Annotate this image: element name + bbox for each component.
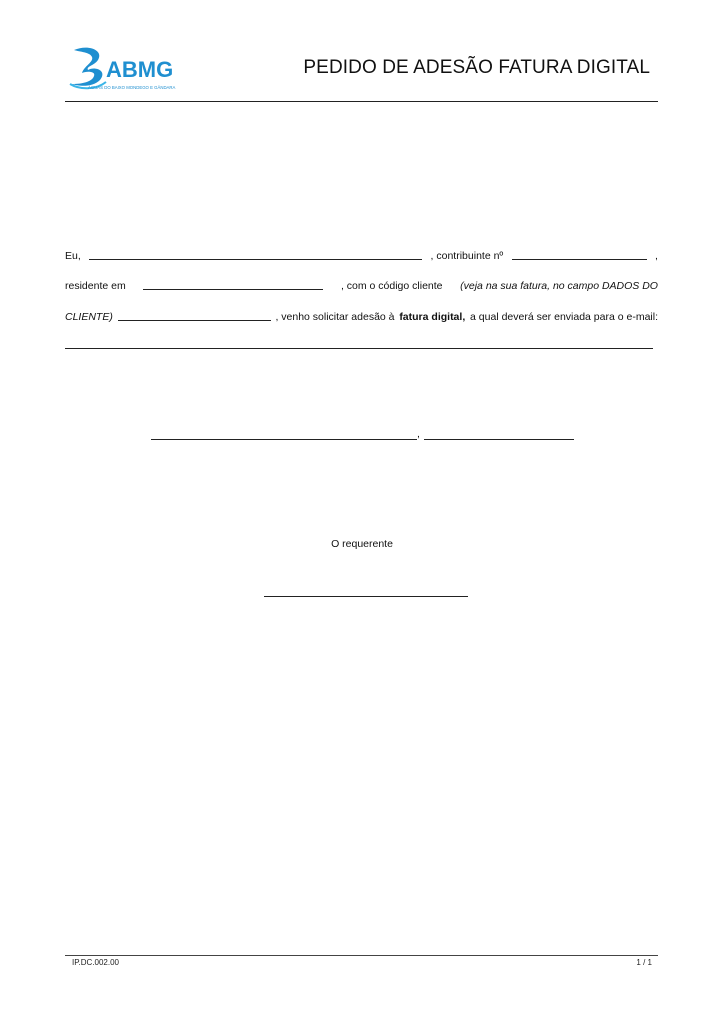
signature-field[interactable] [264,596,468,597]
form-line-2 [65,279,658,293]
abmg-logo [68,44,208,92]
form-line-3 [65,310,658,324]
form-line-3-bold: fatura digital, [399,311,466,323]
place-field[interactable] [151,439,417,440]
email-field[interactable] [65,348,653,349]
form-line-1-lead: Eu, [65,250,81,262]
form-line-3-hint: CLIENTE) [65,311,113,323]
logo-wave-mark [72,48,102,86]
form-line-1-mid: , contribuinte nº [430,250,504,262]
footer-divider [65,955,658,956]
form-line-1-tail: , [655,250,658,262]
page-number: 1 / 1 [636,958,652,967]
form-line-3-tail: a qual deverá ser enviada para o e-mail: [470,311,658,323]
form-line-2-mid: , com o código cliente [340,280,443,292]
logo-text: ABMG [106,57,174,82]
name-field[interactable] [89,249,422,260]
form-line-1 [65,249,658,263]
address-field[interactable] [143,279,323,290]
form-line-2-hint: (veja na sua fatura, no campo DADOS DO [460,280,658,292]
requester-label: O requerente [331,538,393,550]
date-field[interactable] [424,439,574,440]
document-code: IP.DC.002.00 [72,958,119,967]
client-code-field[interactable] [118,310,271,321]
form-line-2-lead: residente em [65,280,126,292]
taxpayer-number-field[interactable] [512,249,647,260]
document-title: PEDIDO DE ADESÃO FATURA DIGITAL [303,57,650,78]
logo-subtitle: ÁGUAS DO BAIXO MONDEGO E GÂNDARA [88,85,176,90]
place-date-comma: , [417,428,420,440]
form-line-3-mid: , venho solicitar adesão à [275,311,395,323]
header-divider [65,101,658,102]
